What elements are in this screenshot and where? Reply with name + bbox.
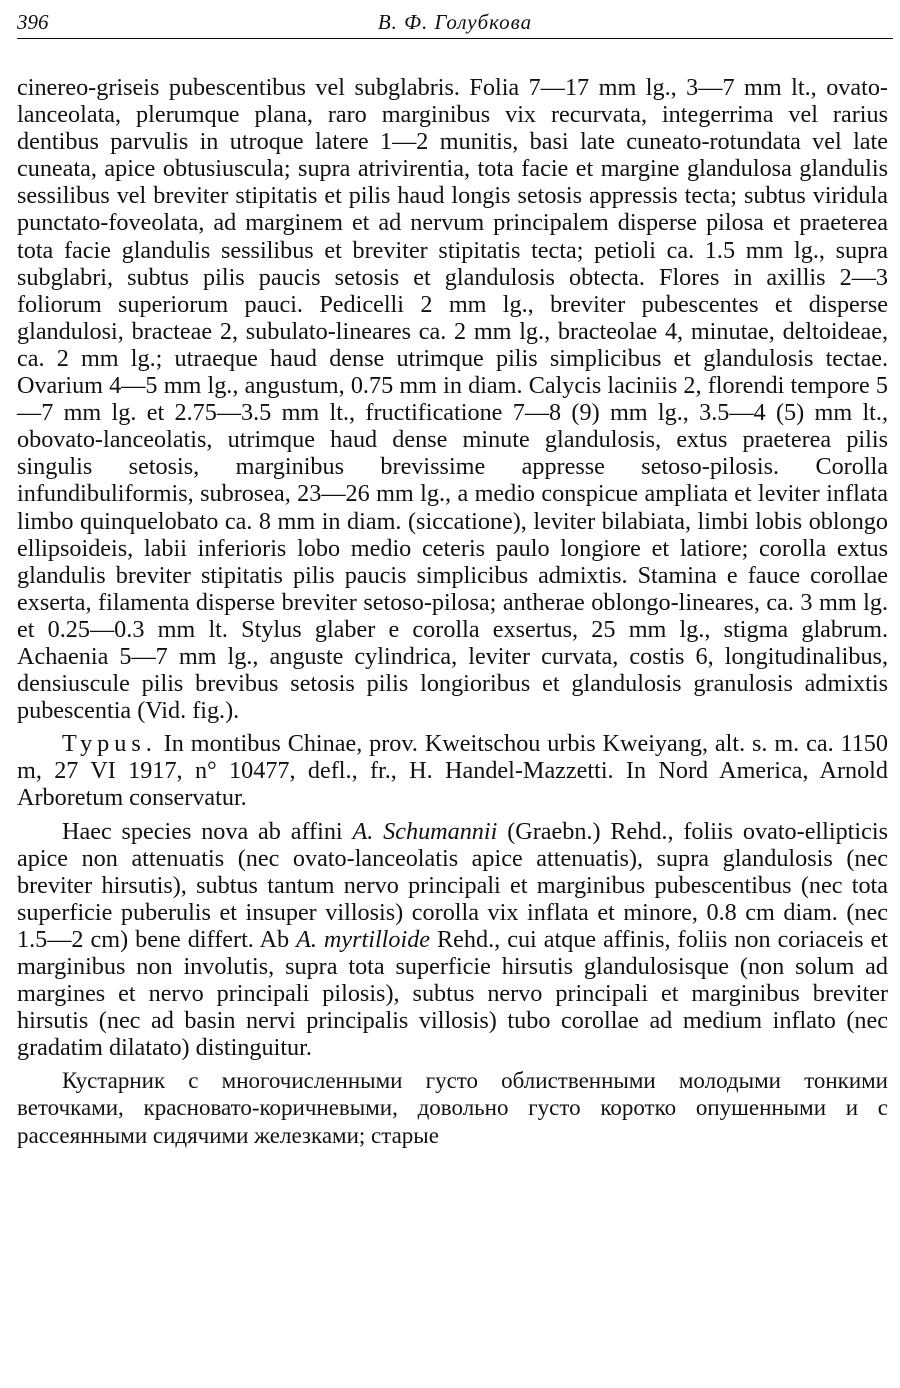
diagnosis-text-1: Haec species nova ab affini <box>62 817 353 845</box>
page-number: 396 <box>17 10 49 34</box>
typus-label: Typus. <box>62 730 157 758</box>
body-text <box>17 74 888 1149</box>
taxon-myrtilloide: A. myrtilloide <box>296 925 431 953</box>
typus-text: In montibus Chinae, prov. Kweitschou urbis Kweiyang, alt. s. m. ca. 1150 m, 27 VI 1917, n° 10477, defl., fr., H. Handel-Mazzetti. In Nord America, Arnold Arboretum conservatur. <box>17 730 888 812</box>
taxon-schumannii: A. Schumannii <box>352 817 498 845</box>
description-paragraph: cinereo-griseis pubescentibus vel subglabris. Folia 7—17 mm lg., 3—7 mm lt., ovato-lanceolata, plerumque plana, raro marginibus vix recurvata, integerrima vel rarius dentibus parvulis in utroque latere 1—2 munitis, basi late cuneato-rotundata vel late cuneata, apice obtusiuscula; supra atrivirentia, tota facie et margine glandulosa glandulis sessilibus vel breviter stipitatis et pilis haud longis setosis appressis tecta; subtus viridula punctato-foveolata, ad marginem et ad nervum principalem disperse pilosa et praeterea tota facie glandulis sessilibus et breviter stipitatis tecta; petioli ca. 1.5 mm lg., supra subglabri, subtus pilis paucis setosis et glandulosis obtecta. Flores in axillis 2—3 foliorum superiorum pauci. Pedicelli 2 mm lg., breviter pubescentes et disperse glandulosi, bracteae 2, subulato-lineares ca. 2 mm lg., bracteolae 4, minutae, deltoideae, ca. 2 mm lg.; utraeque haud dense utrimque pilis simplicibus et glandulosis tectae. Ovarium 4—5 mm lg., angustum, 0.75 mm in diam. Calycis laciniis 2, florendi tempore 5—7 mm lg. et 2.75—3.5 mm lt., fructificatione 7—8 (9) mm lg., 3.5—4 (5) mm lt., obovato-lanceolatis, utrimque haud dense minute glandulosis, extus praeterea pilis singulis setosis, marginibus brevissime appresse setoso-pilosis. Corolla infundibuliformis, subrosea, 23—26 mm lg., a medio conspicue ampliata et leviter inflata limbo quinquelobato ca. 8 mm in diam. (siccatione), leviter bilabiata, limbi lobis oblongo ellipsoideis, labii inferioris lobo medio ceteris paulo longiore et latiore; corolla extus glandulis breviter stipitatis pilis paucis simplicibus admixtis. Stamina e fauce corollae exserta, filamenta disperse breviter setoso-pilosa; antherae oblongo-lineares, ca. 3 mm lg. et 0.25—0.3 mm lt. Stylus glaber e corolla exsertus, 25 mm lg., stigma glabrum. Achaenia 5—7 mm lg., anguste cylindrica, leviter curvata, costis 6, longitudinalibus, densiuscule pilis brevibus setosis pilis longioribus et glandulosis granulosis admixtis pubescentia (Vid. fig.). <box>17 74 888 725</box>
typus-paragraph <box>17 730 888 811</box>
diagnosis-text-3: Rehd., cui atque affinis, foliis non coriaceis et marginibus non involutis, supra tota superficie hirsutis glandulosisque (non solum ad margines et nervo principali pilosis), subtus nervo principali et marginibus breviter hirsutis (nec ad basin nervi principalis villosis) tubo corollae ad medium inflato (nec gradatim dilatato) distinguitur. <box>17 925 888 1062</box>
running-head: В. Ф. Голубкова <box>377 10 533 34</box>
diagnosis-text-2: (Graebn.) Rehd., foliis ovato-ellipticis apice non attenuatis (nec ovato-lanceolatis apice attenuatis), supra glandulosis (nec breviter hirsutis), subtus tantum nervo principali et marginibus pubescentibus (nec tota superficie puberulis et insuper villosis) corolla vix inflata et minore, 0.8 cm diam. (nec 1.5—2 cm) bene differt. Ab <box>17 817 888 953</box>
russian-description-paragraph: Кустарник с многочисленными густо облиственными молодыми тонкими веточками, красновато-коричневыми, довольно густо коротко опушенными и с рассеянными сидячими железками; старые <box>17 1068 888 1148</box>
page-header <box>17 8 893 39</box>
diagnosis-paragraph <box>17 818 888 1062</box>
